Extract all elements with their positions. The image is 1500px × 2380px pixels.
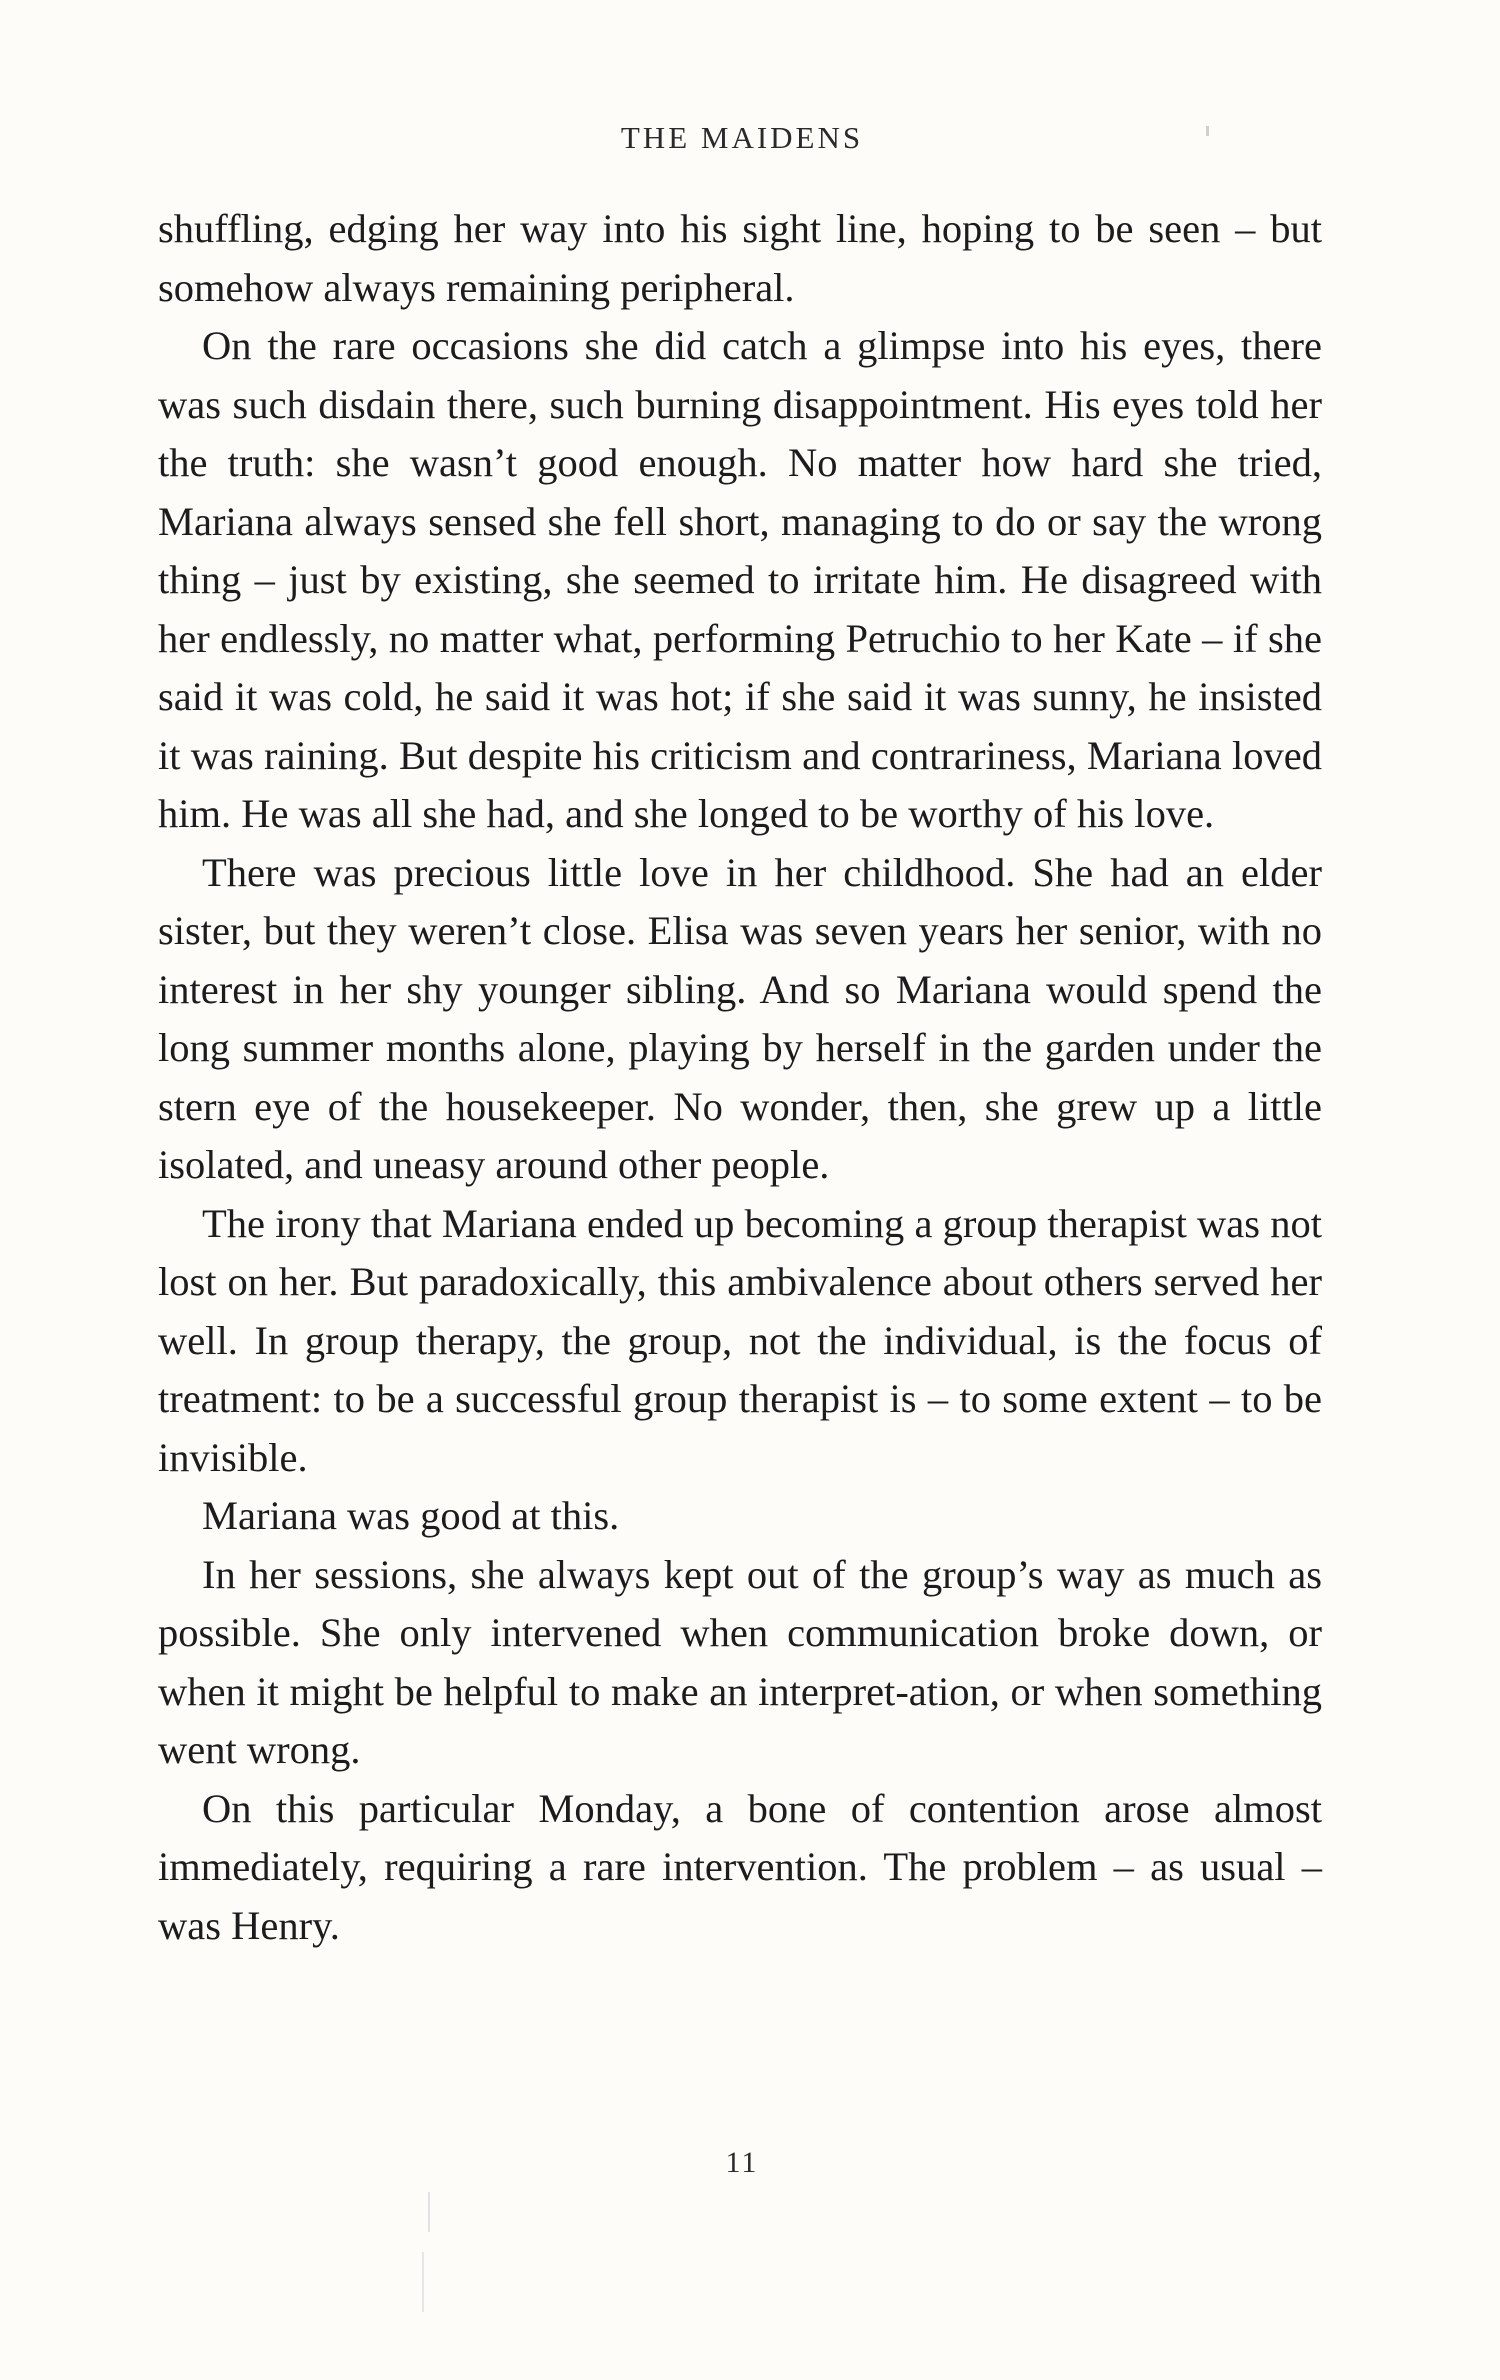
scan-speck bbox=[428, 2192, 430, 2232]
paragraph-2: On the rare occasions she did catch a glimpse into his eyes, there was such disdain there, such burning disappointment. His eyes told her the truth: she wasn’t good enough. No matter how hard she tried, Mariana always sensed she fell short, managing to do or say the wrong thing – just by existing, she seemed to irritate him. He disagreed with her endlessly, no matter what, performing Petruchio to her Kate – if she said it was cold, he said it was hot; if she said it was sunny, he insisted it was raining. But despite his criticism and contrariness, Mariana loved him. He was all she had, and she longed to be worthy of his love. bbox=[158, 323, 1322, 836]
paragraph-5: Mariana was good at this. bbox=[202, 1493, 620, 1538]
page-number: 11 bbox=[725, 2146, 759, 2179]
running-head: THE MAIDENS bbox=[620, 120, 864, 155]
paragraph-1: shuffling, edging her way into his sight line, hoping to be seen – but somehow always remaining peripheral. bbox=[158, 206, 1322, 310]
scan-speck bbox=[1206, 126, 1209, 136]
scan-speck bbox=[422, 2252, 424, 2312]
paragraph-7: On this particular Monday, a bone of contention arose almost immediately, requiring a rare intervention. The problem – as usual – was Henry. bbox=[158, 1785, 1322, 1948]
paragraph-4: The irony that Mariana ended up becoming a group therapist was not lost on her. But paradoxically, this ambivalence about others served her well. In group therapy, the group, not the individual, is the focus of treatment: to be a successful group therapist is – to some extent – to be invisible. bbox=[158, 1200, 1322, 1480]
paragraph-3: There was precious little love in her childhood. She had an elder sister, but they weren’t close. Elisa was seven years her senior, with no interest in her shy younger sibling. And so Mariana would spend the long summer months alone, playing by herself in the garden under the stern eye of the housekeeper. No wonder, then, she grew up a little isolated, and uneasy around other people. bbox=[158, 849, 1322, 1187]
body-text bbox=[158, 200, 1322, 1955]
paragraph-6: In her sessions, she always kept out of the group’s way as much as possible. She only intervened when communication broke down, or when it might be helpful to make an interpret-ation, or when something went wrong. bbox=[158, 1551, 1322, 1772]
